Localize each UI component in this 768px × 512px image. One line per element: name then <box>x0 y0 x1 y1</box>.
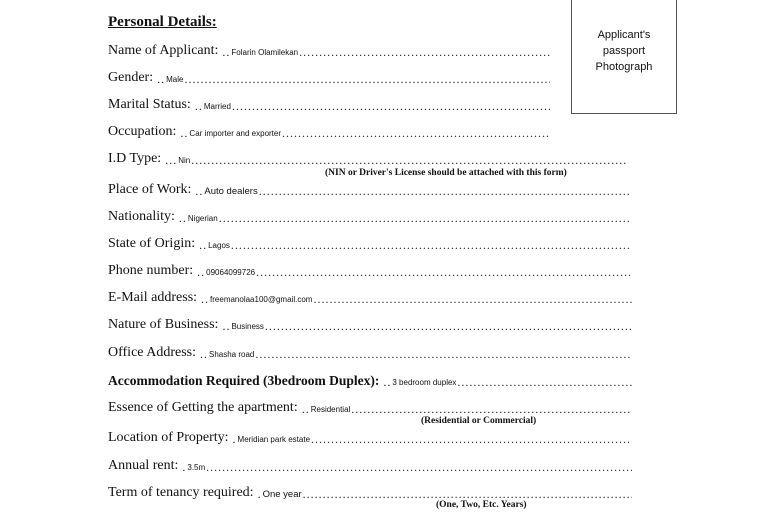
field-occupation: Occupation: .. Car importer and exporter ..... <box>108 121 550 141</box>
field-nature-of-business: Nature of Business: .. Business ..... <box>108 314 632 334</box>
field-label: Term of tenancy required: <box>108 485 254 500</box>
essence-note: (Residential or Commercial) <box>421 416 537 426</box>
field-label: Accommodation Required (3bedroom Duplex): <box>108 373 380 388</box>
field-term-of-tenancy: Term of tenancy required: . One year ..... <box>108 482 632 502</box>
field-value[interactable]: Shasha road <box>209 350 255 359</box>
field-label: Occupation: <box>108 124 177 139</box>
field-phone-number: Phone number: .. 09064099726 ..... <box>108 260 630 280</box>
field-value[interactable]: Married <box>203 102 231 111</box>
field-label: Nationality: <box>108 209 175 224</box>
field-value[interactable]: Residential <box>310 405 351 414</box>
field-value[interactable]: 3 bedroom duplex <box>392 378 457 387</box>
field-label: Place of Work: <box>108 182 192 197</box>
field-label: Office Address: <box>108 345 196 360</box>
field-name-of-applicant: Name of Applicant: .. Folarin Olamilekan ..... <box>108 40 550 60</box>
field-label: Marital Status: <box>108 97 191 112</box>
field-label: I.D Type: <box>108 151 162 166</box>
field-accommodation-required: Accommodation Required (3bedroom Duplex): .. 3 bedroom duplex ..... <box>108 370 632 390</box>
field-gender: Gender: .. Male ..... <box>108 67 550 87</box>
field-marital-status: Marital Status: .. Married ..... <box>108 94 550 114</box>
field-place-of-work: Place of Work: .. Auto dealers ..... <box>108 179 630 199</box>
field-location-of-property: Location of Property: . Meridian park estate ..... <box>108 427 632 447</box>
field-office-address: Office Address: .. Shasha road ..... <box>108 342 632 362</box>
field-id-type: I.D Type: ... Nin ..... <box>108 148 628 168</box>
field-label: E-Mail address: <box>108 290 198 305</box>
field-value[interactable]: Car importer and exporter <box>189 129 282 138</box>
field-email-address: E-Mail address: .. freemanolaa100@gmail.com ..... <box>108 287 632 307</box>
field-value[interactable]: 3.5m <box>187 463 206 472</box>
field-nationality: Nationality: .. Nigerian ..... <box>108 206 630 226</box>
section-heading: Personal Details: <box>108 14 217 30</box>
field-value[interactable]: One year <box>262 489 302 500</box>
field-value[interactable]: 09064099726 <box>206 268 256 277</box>
passport-photo-label: Applicant's passport Photograph <box>595 29 653 73</box>
field-label: State of Origin: <box>108 236 196 251</box>
field-label: Nature of Business: <box>108 317 219 332</box>
id-type-note: (NIN or Driver's License should be attached with this form) <box>325 168 567 178</box>
field-value[interactable]: Folarin Olamilekan <box>231 48 299 57</box>
field-label: Essence of Getting the apartment: <box>108 400 298 415</box>
field-value[interactable]: Auto dealers <box>204 186 258 197</box>
field-annual-rent: Annual rent: . 3.5m ..... <box>108 455 632 475</box>
field-essence-of-apartment: Essence of Getting the apartment: .. Residential ..... <box>108 397 632 417</box>
passport-photo-box <box>571 0 677 114</box>
field-label: Name of Applicant: <box>108 43 219 58</box>
field-value[interactable]: Male <box>166 75 184 84</box>
field-value[interactable]: Nigerian <box>187 214 218 223</box>
field-state-of-origin: State of Origin: .. Lagos ..... <box>108 233 630 253</box>
field-label: Annual rent: <box>108 458 179 473</box>
field-label: Location of Property: <box>108 430 229 445</box>
field-label: Gender: <box>108 70 154 85</box>
field-value[interactable]: Lagos <box>208 241 230 250</box>
field-value[interactable]: Business <box>231 322 264 331</box>
field-label: Phone number: <box>108 263 194 278</box>
field-value[interactable]: freemanolaa100@gmail.com <box>210 295 313 304</box>
field-value[interactable]: Nin <box>178 156 191 165</box>
tenancy-note: (One, Two, Etc. Years) <box>436 500 527 510</box>
field-value[interactable]: Meridian park estate <box>237 435 311 444</box>
